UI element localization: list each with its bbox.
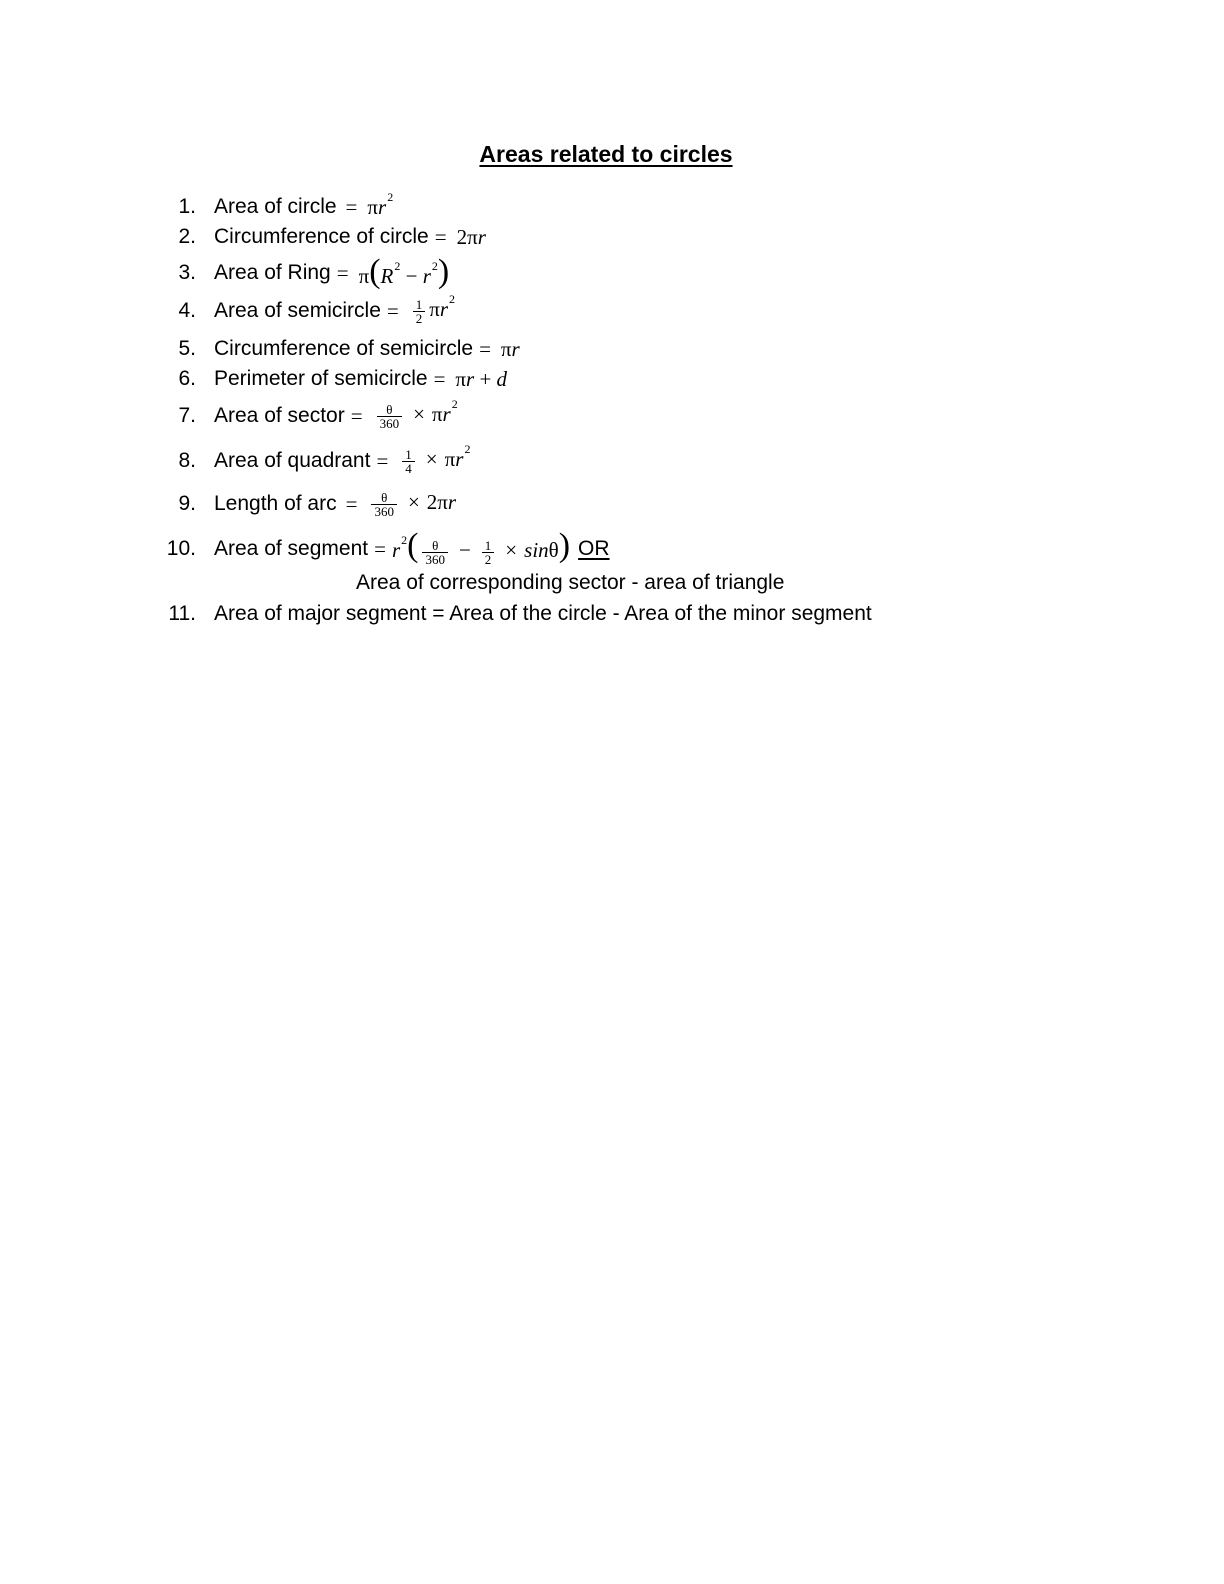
formula-item-6 (0, 364, 507, 394)
item-number: 7. (178, 404, 196, 427)
item-label: Circumference of circle (214, 225, 429, 248)
item-label: Area of sector (214, 404, 345, 427)
formula-item-10 (0, 527, 610, 567)
formula: $\pi r^2$ (367, 189, 394, 219)
formula: $\frac{\theta}{360}$ × $\pi r^2$ (373, 402, 458, 430)
equals-sign: = (350, 403, 363, 428)
item-number: 11. (168, 602, 196, 625)
equals-sign: = (376, 448, 389, 473)
formula-item-8 (0, 442, 471, 476)
item-label: Area of Ring (214, 261, 331, 284)
formula-item-5 (0, 334, 520, 364)
formula: $\frac{1}{2}$ $\pi r^2$ (409, 297, 455, 325)
formula: $\pi(R^2 - r^2)$ (358, 252, 450, 290)
formula-item-9 (0, 489, 456, 519)
item-number: 9. (178, 492, 196, 515)
formula-item-11 (0, 599, 872, 629)
item-number: 10. (166, 537, 196, 560)
formula-item-4 (0, 292, 456, 326)
formula-item-3 (0, 252, 450, 290)
formula: πr + d (455, 366, 508, 391)
equals-sign: = (374, 536, 386, 561)
item-label: Area of major segment = Area of the circle - Area of the minor segment (214, 602, 872, 625)
formula-item-7 (0, 397, 458, 431)
item-label: Area of semicircle (214, 299, 381, 322)
item-label: Area of circle (214, 195, 337, 218)
equals-sign: = (336, 260, 349, 285)
equals-sign: = (345, 491, 358, 516)
item-number: 8. (178, 449, 196, 472)
equals-sign: = (433, 366, 446, 391)
item-number: 3. (178, 261, 196, 284)
formula-alternative: Area of corresponding sector - area of triangle (356, 571, 785, 594)
item-label: Area of quadrant (214, 449, 371, 472)
equals-sign: = (479, 336, 491, 361)
item-number: 4. (178, 299, 196, 322)
item-label: Perimeter of semicircle (214, 367, 428, 390)
formula-item-2 (0, 222, 486, 252)
item-number: 2. (178, 225, 196, 248)
equals-sign: = (345, 194, 358, 219)
equals-sign: = (386, 298, 399, 323)
formula: $\frac{1}{4}$ × $\pi r^2$ (398, 447, 470, 475)
formula-item-1 (0, 189, 394, 222)
item-number: 6. (178, 367, 196, 390)
item-label: Length of arc (214, 492, 337, 515)
equals-sign: = (434, 224, 447, 249)
page-title: Areas related to circles (479, 141, 733, 167)
item-number: 5. (178, 337, 196, 360)
formula: $r^2$( $\frac{\theta}{360}$ − $\frac{1}{2}$ × sinθ) (391, 527, 571, 567)
item-label: Circumference of semicircle (214, 337, 474, 360)
formula: 2πr (456, 224, 486, 249)
formula: πr (500, 336, 520, 361)
formula: $\frac{\theta}{360}$ × 2πr (367, 490, 456, 518)
item-number: 1. (178, 195, 196, 218)
item-label: Area of segment (214, 537, 369, 560)
or-connector: OR (578, 537, 610, 560)
